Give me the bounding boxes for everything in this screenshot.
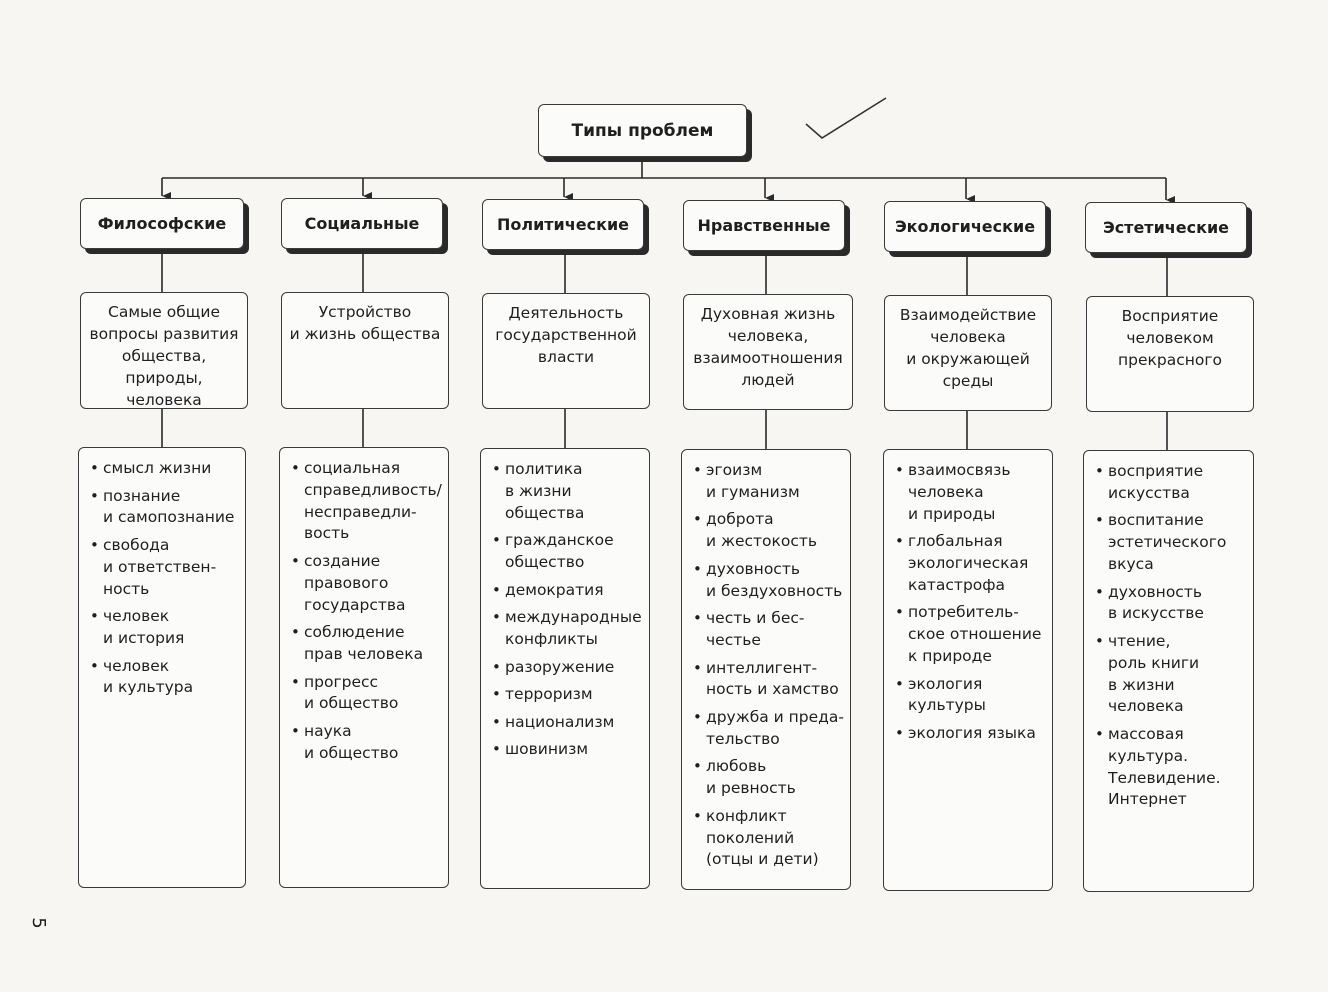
- category-label: Экологические: [894, 217, 1036, 236]
- list-item: • социальная справедливость/ несправедли- вость: [290, 458, 442, 545]
- list-item: • познание и самопознание: [89, 486, 239, 530]
- category-label: Социальные: [304, 214, 420, 233]
- list-item: • терроризм: [491, 684, 643, 706]
- examples-social: [279, 447, 449, 888]
- description-social: [281, 292, 449, 409]
- category-aesthetic: [1085, 202, 1247, 253]
- list-item: • прогресс и общество: [290, 672, 442, 716]
- category-label: Политические: [496, 215, 630, 234]
- description-text: Духовная жизнь человека, взаимоотношения людей: [693, 305, 843, 389]
- list-item: • разоружение: [491, 657, 643, 679]
- examples-philosophical: [78, 447, 246, 888]
- category-moral: [683, 200, 845, 251]
- list-item: • эгоизм и гуманизм: [692, 460, 844, 504]
- list-item: • национализм: [491, 712, 643, 734]
- list-item: • восприятие искусства: [1094, 461, 1247, 505]
- checkmark-icon: [800, 94, 890, 144]
- list-item: • доброта и жестокость: [692, 509, 844, 553]
- category-social: [281, 198, 443, 249]
- category-political: [482, 199, 644, 250]
- list-item: • духовность и бездуховность: [692, 559, 844, 603]
- list-item: • духовность в искусстве: [1094, 582, 1247, 626]
- examples-aesthetic: [1083, 450, 1254, 892]
- list-item: • человек и культура: [89, 656, 239, 700]
- description-text: Деятельность государственной власти: [495, 304, 637, 366]
- list-item: • международные конфликты: [491, 607, 643, 651]
- list-item: • конфликт поколений (отцы и дети): [692, 806, 844, 871]
- list-item: • свобода и ответствен- ность: [89, 535, 239, 600]
- list-item: • человек и история: [89, 606, 239, 650]
- description-political: [482, 293, 650, 409]
- list-item: • честь и бес- честье: [692, 608, 844, 652]
- list-item: • массовая культура. Телевидение. Интернет: [1094, 724, 1247, 811]
- description-aesthetic: [1086, 296, 1254, 412]
- list-item: • взаимосвязь человека и природы: [894, 460, 1046, 525]
- list-item: • наука и общество: [290, 721, 442, 765]
- page-number: 5: [28, 917, 50, 929]
- list-item: • политика в жизни общества: [491, 459, 643, 524]
- list-item: • чтение, роль книги в жизни человека: [1094, 631, 1247, 718]
- examples-ecological: [883, 449, 1053, 891]
- description-ecological: [884, 295, 1052, 411]
- category-ecological: [884, 201, 1046, 252]
- examples-political: [480, 448, 650, 889]
- root-title: Типы проблем: [571, 120, 714, 141]
- root-node-types-of-problems: [538, 104, 747, 157]
- category-label: Нравственные: [697, 216, 831, 235]
- category-label: Эстетические: [1102, 218, 1230, 237]
- list-item: • смысл жизни: [89, 458, 239, 480]
- list-item: • экология культуры: [894, 674, 1046, 718]
- category-label: Философские: [97, 214, 227, 233]
- list-item: • создание правового государства: [290, 551, 442, 616]
- list-item: • глобальная экологическая катастрофа: [894, 531, 1046, 596]
- list-item: • гражданское общество: [491, 530, 643, 574]
- list-item: • интеллигент- ность и хамство: [692, 658, 844, 702]
- description-moral: [683, 294, 853, 410]
- description-text: Устройство и жизнь общества: [289, 303, 441, 343]
- list-item: • дружба и преда- тельство: [692, 707, 844, 751]
- examples-moral: [681, 449, 851, 890]
- list-item: • соблюдение прав человека: [290, 622, 442, 666]
- list-item: • воспитание эстетического вкуса: [1094, 510, 1247, 575]
- list-item: • шовинизм: [491, 739, 643, 761]
- description-text: Самые общие вопросы развития общества, природы, человека: [89, 303, 239, 409]
- description-text: Восприятие человеком прекрасного: [1118, 307, 1222, 369]
- list-item: • экология языка: [894, 723, 1046, 745]
- list-item: • любовь и ревность: [692, 756, 844, 800]
- list-item: • потребитель- ское отношение к природе: [894, 602, 1046, 667]
- list-item: • демократия: [491, 580, 643, 602]
- category-philosophical: [80, 198, 244, 249]
- description-philosophical: [80, 292, 248, 409]
- description-text: Взаимодействие человека и окружающей среды: [899, 306, 1037, 390]
